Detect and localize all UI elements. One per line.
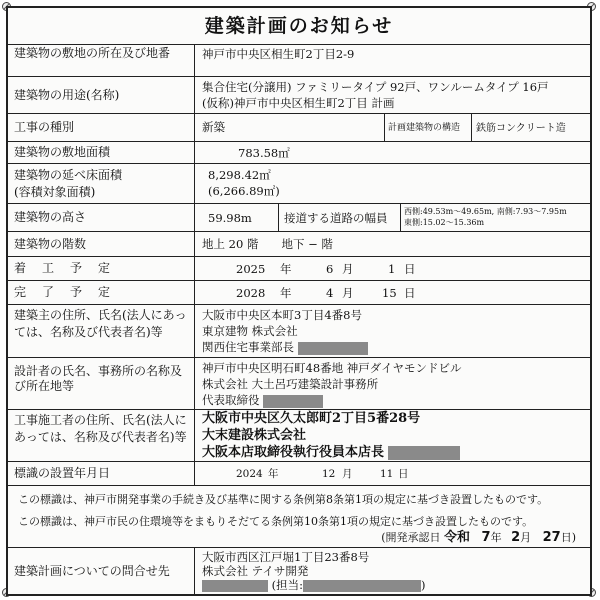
row-label: 標識の設置年月日 xyxy=(8,462,195,485)
row-owner xyxy=(8,305,590,358)
approval-month: 2 xyxy=(511,530,521,545)
row-work xyxy=(8,114,590,142)
row-label: 工事施工者の住所、氏名(法人にあっては、名称及び代表者名)等 xyxy=(8,410,195,461)
row-start xyxy=(8,257,590,281)
notice-text: この標識は、神戸市民の住環境等をまもりそだてる条例第10条第1項の規定に基づき設置したものです。 xyxy=(18,515,534,528)
road-width: 西側:49.53m～49.65m, 南側:7.93～7.95m xyxy=(404,207,567,216)
row-value: 神戸市中央区相生町2丁目2-9 xyxy=(202,47,355,61)
use-line: (仮称)神戸市中央区相生町2丁目 計画 xyxy=(202,96,395,110)
floor-label: (容積対象面積) xyxy=(14,185,96,199)
row-label: 建築物の敷地の所在及び地番 xyxy=(8,44,195,76)
row-label: 建築物の高さ xyxy=(8,204,195,231)
unit: 年 xyxy=(280,286,292,300)
board-title: 建築計画のお知らせ xyxy=(8,8,590,45)
finish-day: 15 xyxy=(382,286,397,300)
road-width: 東側:15.02～15.36m xyxy=(404,218,485,227)
row-label: 建築物の用途(名称) xyxy=(8,77,195,113)
designer-line: 神戸市中央区明石町48番地 神戸ダイヤモンドビル xyxy=(202,361,462,375)
redaction xyxy=(388,446,460,460)
unit: 月 xyxy=(342,468,353,480)
notice-block xyxy=(8,486,590,548)
row-floor xyxy=(8,164,590,204)
builder-line: 大末建設株式会社 xyxy=(202,428,307,443)
redaction xyxy=(303,580,421,592)
approval-day: 27 xyxy=(542,530,561,545)
unit: 日 xyxy=(398,468,409,480)
redaction xyxy=(263,395,323,408)
unit: 月 xyxy=(342,262,354,276)
struct-value: 鉄筋コンクリート造 xyxy=(476,123,566,134)
row-site xyxy=(8,44,590,77)
row-builder xyxy=(8,410,590,462)
redaction xyxy=(202,580,268,592)
floor-label: 建築物の延べ床面積 xyxy=(14,168,123,182)
owner-line: 東京建物 株式会社 xyxy=(202,324,298,338)
row-contact: 建築計画についての問合せ先 大阪市西区江戸堀1丁目23番8号 株式会社 テイサ開発 (担当: ) xyxy=(8,548,590,594)
posted-month: 12 xyxy=(322,468,336,480)
struct-label: 計画建築物の構造 xyxy=(388,123,461,133)
unit: 月 xyxy=(342,286,354,300)
row-finish xyxy=(8,281,590,305)
unit: 年 xyxy=(268,468,279,480)
row-label: 建築主の住所、氏名(法人にあっては、名称及び代表者名)等 xyxy=(8,305,195,357)
row-area xyxy=(8,142,590,164)
row-stories xyxy=(8,232,590,257)
notice-text: この標識は、神戸市開発事業の手続き及び基準に関する条例第8条第1項の規定に基づき設置したものです。 xyxy=(18,493,549,506)
row-value: 新築 xyxy=(202,120,225,134)
row-label: 建築物の敷地面積 xyxy=(8,142,195,163)
approval-era: 令和 xyxy=(444,530,471,545)
builder-line: 大阪本店取締役執行役員本店長 xyxy=(202,445,385,460)
row-value: 783.58㎡ xyxy=(238,146,290,160)
owner-line: 関西住宅事業部長 xyxy=(202,340,294,354)
designer-line: 株式会社 大土呂巧建築設計事務所 xyxy=(202,377,379,391)
owner-line: 大阪市中央区本町3丁目4番8号 xyxy=(202,308,362,322)
approval-year: 7 xyxy=(481,530,491,545)
row-posted xyxy=(8,462,590,486)
start-year: 2025 xyxy=(236,262,266,276)
road-label: 接道する道路の幅員 xyxy=(284,211,388,225)
row-value: 地上 20 階 地下 − 階 xyxy=(202,237,333,251)
floor-value: (6,266.89㎡) xyxy=(208,184,280,198)
builder-line: 大阪市中央区久太郎町2丁目5番28号 xyxy=(202,411,421,426)
row-label: 完了予定 xyxy=(8,281,195,304)
posted-year: 2024 xyxy=(236,468,263,480)
unit: 日 xyxy=(404,286,416,300)
row-value: 59.98m xyxy=(208,211,252,225)
start-day: 1 xyxy=(388,262,396,276)
row-designer xyxy=(8,358,590,410)
finish-year: 2028 xyxy=(236,286,266,300)
designer-line: 代表取締役 xyxy=(202,393,260,407)
row-label: 建築物の階数 xyxy=(8,232,195,256)
row-label: 工事の種別 xyxy=(8,114,195,141)
unit: 日 xyxy=(404,262,416,276)
row-label: 建築計画についての問合せ先 xyxy=(8,548,195,594)
row-label: 設計者の氏名、事務所の名称及び所在地等 xyxy=(8,358,195,409)
use-line: 集合住宅(分譲用) ファミリータイプ 92戸、ワンルームタイプ 16戸 xyxy=(202,80,549,94)
contact-line: 大阪市西区江戸堀1丁目23番8号 xyxy=(202,550,370,564)
posted-day: 11 xyxy=(380,468,394,480)
row-use xyxy=(8,77,590,114)
unit: 年 xyxy=(280,262,292,276)
floor-value: 8,298.42㎡ xyxy=(208,168,271,182)
approval-date: (開発承認日 令和 7年 2月 27日) xyxy=(381,530,576,545)
row-height xyxy=(8,204,590,232)
finish-month: 4 xyxy=(326,286,334,300)
redaction xyxy=(298,342,368,355)
row-label: 着工予定 xyxy=(8,257,195,280)
notice-board xyxy=(6,6,592,596)
contact-line: 株式会社 テイサ開発 xyxy=(202,564,309,578)
start-month: 6 xyxy=(326,262,334,276)
